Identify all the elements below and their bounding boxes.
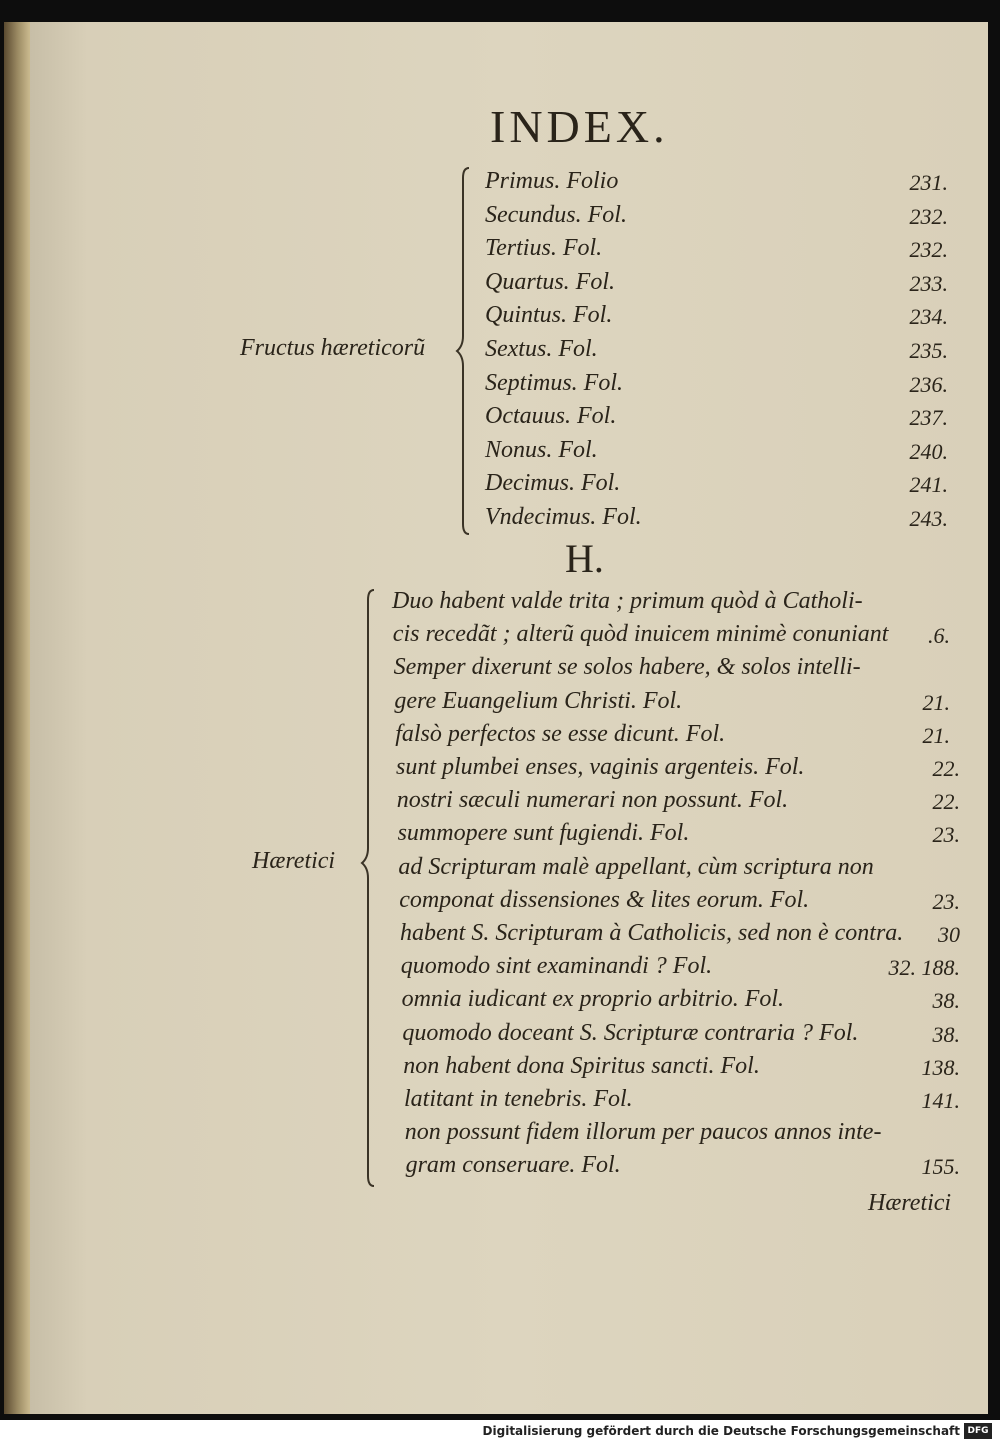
haeretici-line-text: summopere sunt fugiendi. Fol.	[397, 820, 690, 847]
fructus-entry-text: Quintus. Fol.	[485, 302, 613, 329]
haeretici-line-text: nostri sæculi numerari non possunt. Fol.	[396, 787, 789, 814]
haeretici-line-text: latitant in tenebris. Fol.	[404, 1086, 633, 1112]
fructus-entry-text: Tertius. Fol.	[485, 235, 603, 262]
haeretici-line-folio: 22.	[932, 756, 960, 781]
haeretici-line-text: habent S. Scripturam à Catholicis, sed non è contra.	[400, 920, 904, 946]
fructus-entry-text: Nonus. Fol.	[485, 436, 598, 463]
haeretici-line-folio: 23.	[932, 888, 960, 914]
haeretici-line-text: sunt plumbei enses, vaginis argenteis. Fol.	[396, 754, 805, 780]
fructus-entry-folio: 235.	[909, 338, 948, 363]
fructus-entry-text: Sextus. Fol.	[485, 336, 598, 362]
haeretici-line-folio: 21.	[922, 722, 950, 748]
haeretici-line-text: quomodo doceant S. Scripturæ contraria ? Fol.	[402, 1019, 859, 1046]
fructus-label: Fructus hæreticorũ	[240, 335, 426, 361]
fructus-entry-folio: 243.	[909, 506, 948, 531]
haeretici-line-text: componat dissensiones & lites eorum. Fol.	[399, 886, 810, 913]
fructus-entry-text: Secundus. Fol.	[485, 201, 627, 228]
fructus-entry-folio: 232.	[909, 237, 948, 263]
haeretici-line-text: omnia iudicant ex proprio arbitrio. Fol.	[401, 986, 785, 1013]
haeretici-line-folio: 38.	[932, 1021, 960, 1047]
haeretici-line-text: cis recedãt ; alterũ quòd inuicem minimè conuniant	[392, 621, 889, 648]
haeretici-line-folio: 141.	[921, 1088, 960, 1113]
fructus-entry-text: Primus. Folio	[485, 168, 619, 194]
footer-bar	[0, 1420, 1000, 1443]
haeretici-line-text: non possunt fidem illorum per paucos annos inte-	[404, 1119, 882, 1146]
fructus-entry-text: Octauus. Fol.	[485, 403, 617, 430]
fructus-entry-folio: 240.	[909, 438, 948, 464]
fructus-entry-folio: 231.	[909, 170, 948, 195]
page-title: INDEX.	[490, 101, 669, 152]
fructus-entry-folio: 237.	[909, 405, 948, 431]
haeretici-line-text: falsò perfectos se esse dicunt. Fol.	[395, 720, 726, 747]
fructus-entry-folio: 241.	[909, 472, 948, 498]
fructus-entry-folio: 233.	[909, 270, 948, 296]
haeretici-line-folio: 155.	[921, 1154, 960, 1180]
fructus-entry-folio: 232.	[909, 203, 948, 229]
haeretici-line-folio: 32. 188.	[888, 955, 960, 981]
fructus-entry-text: Decimus. Fol.	[485, 470, 621, 497]
dfg-logo: DFG	[964, 1423, 992, 1439]
fructus-entry-folio: 236.	[909, 371, 948, 397]
haeretici-line-text: non habent dona Spiritus sancti. Fol.	[403, 1052, 760, 1079]
haeretici-line-text: ad Scripturam malè appellant, cùm scriptura non	[398, 853, 874, 880]
fructus-entry-folio: 234.	[909, 304, 948, 330]
haeretici-line-folio: 38.	[932, 988, 960, 1014]
haeretici-brace	[360, 588, 386, 1188]
haeretici-line-text: Semper dixerunt se solos habere, & solos intelli-	[393, 654, 861, 681]
haeretici-label: Hæretici	[252, 848, 336, 874]
haeretici-line-folio: 22.	[932, 789, 960, 815]
haeretici-line-folio: 138.	[921, 1054, 960, 1080]
fructus-entry-text: Septimus. Fol.	[485, 369, 623, 396]
haeretici-line-folio: .6.	[928, 623, 950, 649]
section-letter-heading: H.	[565, 536, 604, 581]
footer-credit: Digitalisierung gefördert durch die Deutsche Forschungsgemeinschaft	[482, 1424, 960, 1438]
haeretici-line-text: Duo habent valde trita ; primum quòd à Catholi-	[392, 588, 863, 614]
haeretici-line-text: gere Euangelium Christi. Fol.	[394, 687, 683, 714]
catchword: Hæretici	[868, 1190, 952, 1216]
fructus-entry-text: Quartus. Fol.	[485, 268, 616, 295]
haeretici-line-folio: 30	[938, 922, 960, 947]
haeretici-line-text: quomodo sint examinandi ? Fol.	[400, 953, 713, 980]
haeretici-line-folio: 21.	[922, 689, 950, 715]
haeretici-line-folio: 23.	[932, 822, 960, 848]
fructus-entry-text: Vndecimus. Fol.	[485, 504, 642, 530]
fructus-brace	[455, 166, 481, 536]
book-page	[30, 22, 988, 1414]
haeretici-line-text: gram conseruare. Fol.	[405, 1152, 621, 1179]
